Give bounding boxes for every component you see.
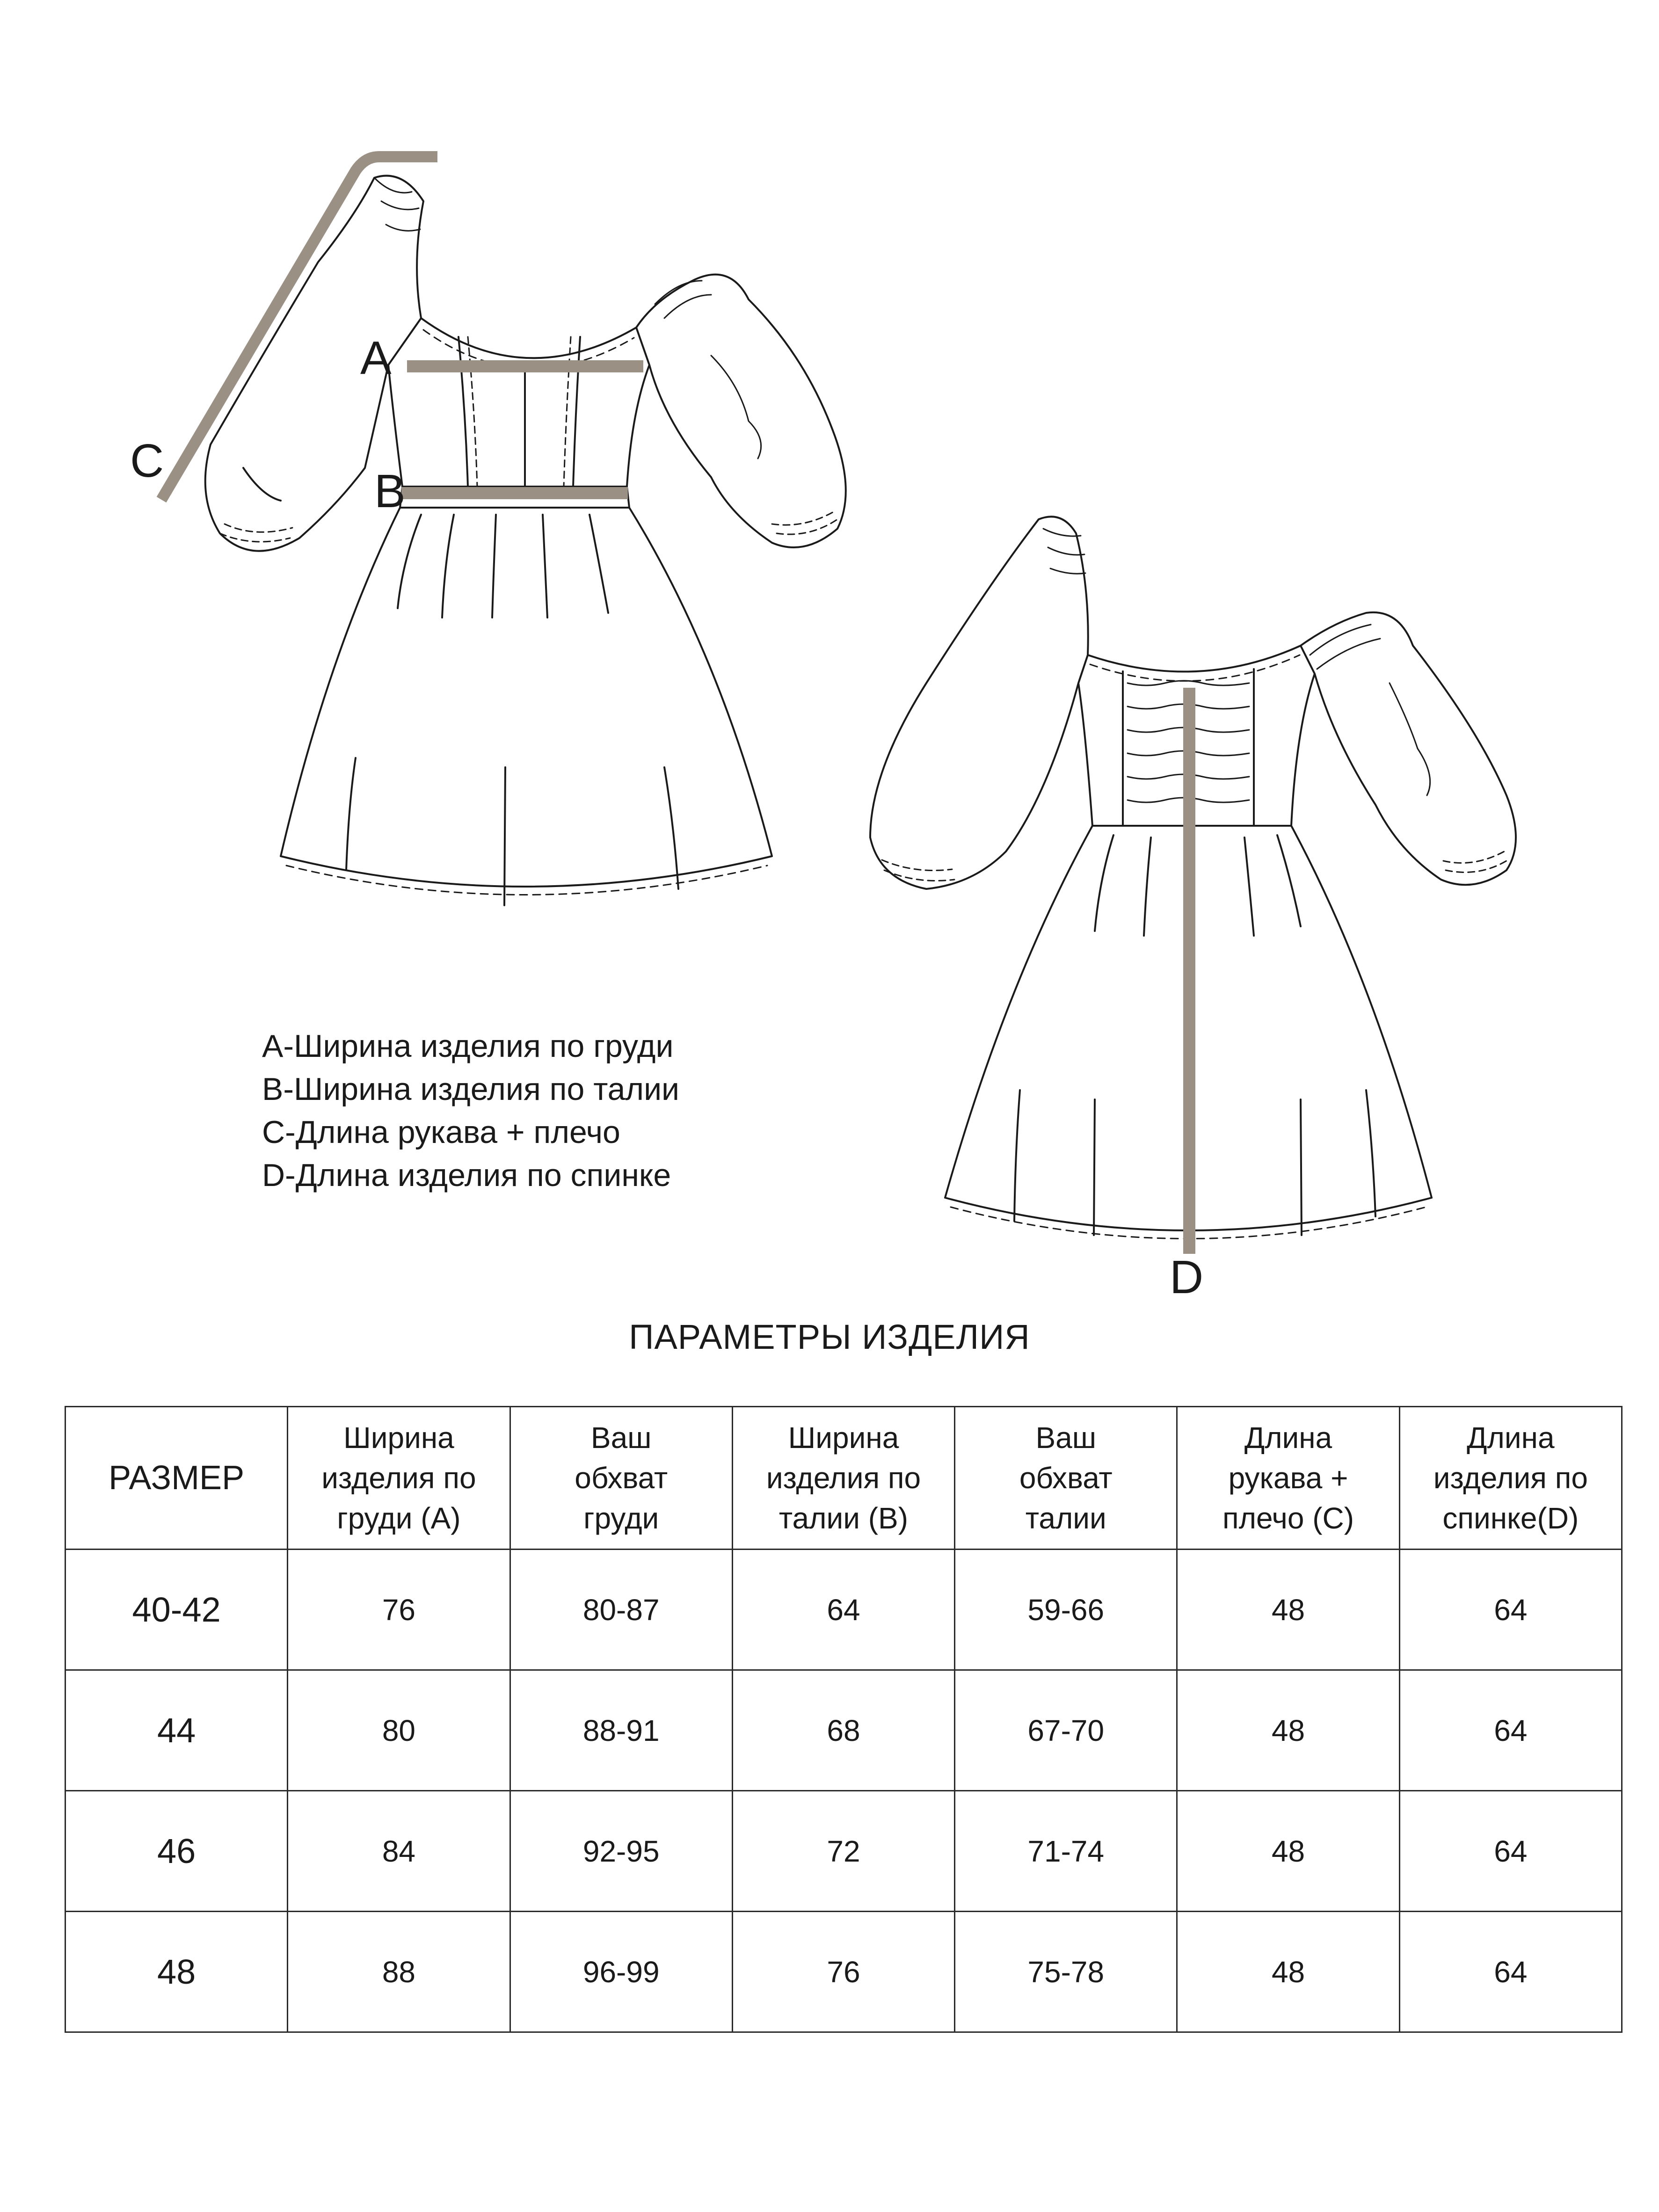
header-size: РАЗМЕР xyxy=(65,1407,288,1550)
table-cell: 76 xyxy=(732,1912,954,2032)
table-cell: 75-78 xyxy=(955,1912,1177,2032)
table-row xyxy=(65,1670,1622,1791)
table-cell: 68 xyxy=(732,1670,954,1791)
table-cell: 64 xyxy=(1399,1912,1622,2032)
label-b: B xyxy=(374,465,406,517)
dress-front-view xyxy=(205,176,846,905)
table-cell: 64 xyxy=(732,1550,954,1670)
table-row xyxy=(65,1912,1622,2032)
table-cell-size: 40-42 xyxy=(65,1550,288,1670)
table-cell: 84 xyxy=(288,1791,510,1912)
table-cell: 88 xyxy=(288,1912,510,2032)
legend-item-c: C-Длина рукава + плечо xyxy=(262,1114,620,1150)
label-d: D xyxy=(1170,1251,1204,1303)
table-cell: 48 xyxy=(1177,1791,1399,1912)
table-cell: 59-66 xyxy=(955,1550,1177,1670)
table-cell: 64 xyxy=(1399,1791,1622,1912)
table-cell: 64 xyxy=(1399,1550,1622,1670)
table-cell-size: 48 xyxy=(65,1912,288,2032)
table-cell: 72 xyxy=(732,1791,954,1912)
table-cell: 48 xyxy=(1177,1912,1399,2032)
table-cell: 71-74 xyxy=(955,1791,1177,1912)
header-chest-girth: Ваш обхват груди xyxy=(510,1407,732,1550)
header-back-length: Длина изделия по спинке(D) xyxy=(1399,1407,1622,1550)
table-header-row xyxy=(65,1407,1622,1550)
table-cell: 48 xyxy=(1177,1550,1399,1670)
table-cell: 80 xyxy=(288,1670,510,1791)
table-title: ПАРАМЕТРЫ ИЗДЕЛИЯ xyxy=(629,1317,1030,1356)
legend-item-a: A-Ширина изделия по груди xyxy=(262,1028,674,1064)
table-cell: 92-95 xyxy=(510,1791,732,1912)
table-cell: 88-91 xyxy=(510,1670,732,1791)
measurement-legend xyxy=(262,1025,679,1197)
label-c: C xyxy=(130,435,164,487)
table-cell-size: 46 xyxy=(65,1791,288,1912)
header-waist-width: Ширина изделия по талии (B) xyxy=(732,1407,954,1550)
table-cell: 76 xyxy=(288,1550,510,1670)
size-table xyxy=(65,1406,1623,2033)
table-cell: 48 xyxy=(1177,1670,1399,1791)
header-chest-width: Ширина изделия по груди (A) xyxy=(288,1407,510,1550)
table-cell-size: 44 xyxy=(65,1670,288,1791)
table-cell: 96-99 xyxy=(510,1912,732,2032)
header-sleeve-length: Длина рукава + плечо (C) xyxy=(1177,1407,1399,1550)
legend-item-b: B-Ширина изделия по талии xyxy=(262,1071,680,1107)
table-row xyxy=(65,1550,1622,1670)
table-cell: 80-87 xyxy=(510,1550,732,1670)
table-cell: 67-70 xyxy=(955,1670,1177,1791)
legend-item-d: D-Длина изделия по спинке xyxy=(262,1157,671,1193)
table-cell: 64 xyxy=(1399,1670,1622,1791)
header-waist-girth: Ваш обхват талии xyxy=(955,1407,1177,1550)
table-row xyxy=(65,1791,1622,1912)
label-a: A xyxy=(360,332,392,384)
